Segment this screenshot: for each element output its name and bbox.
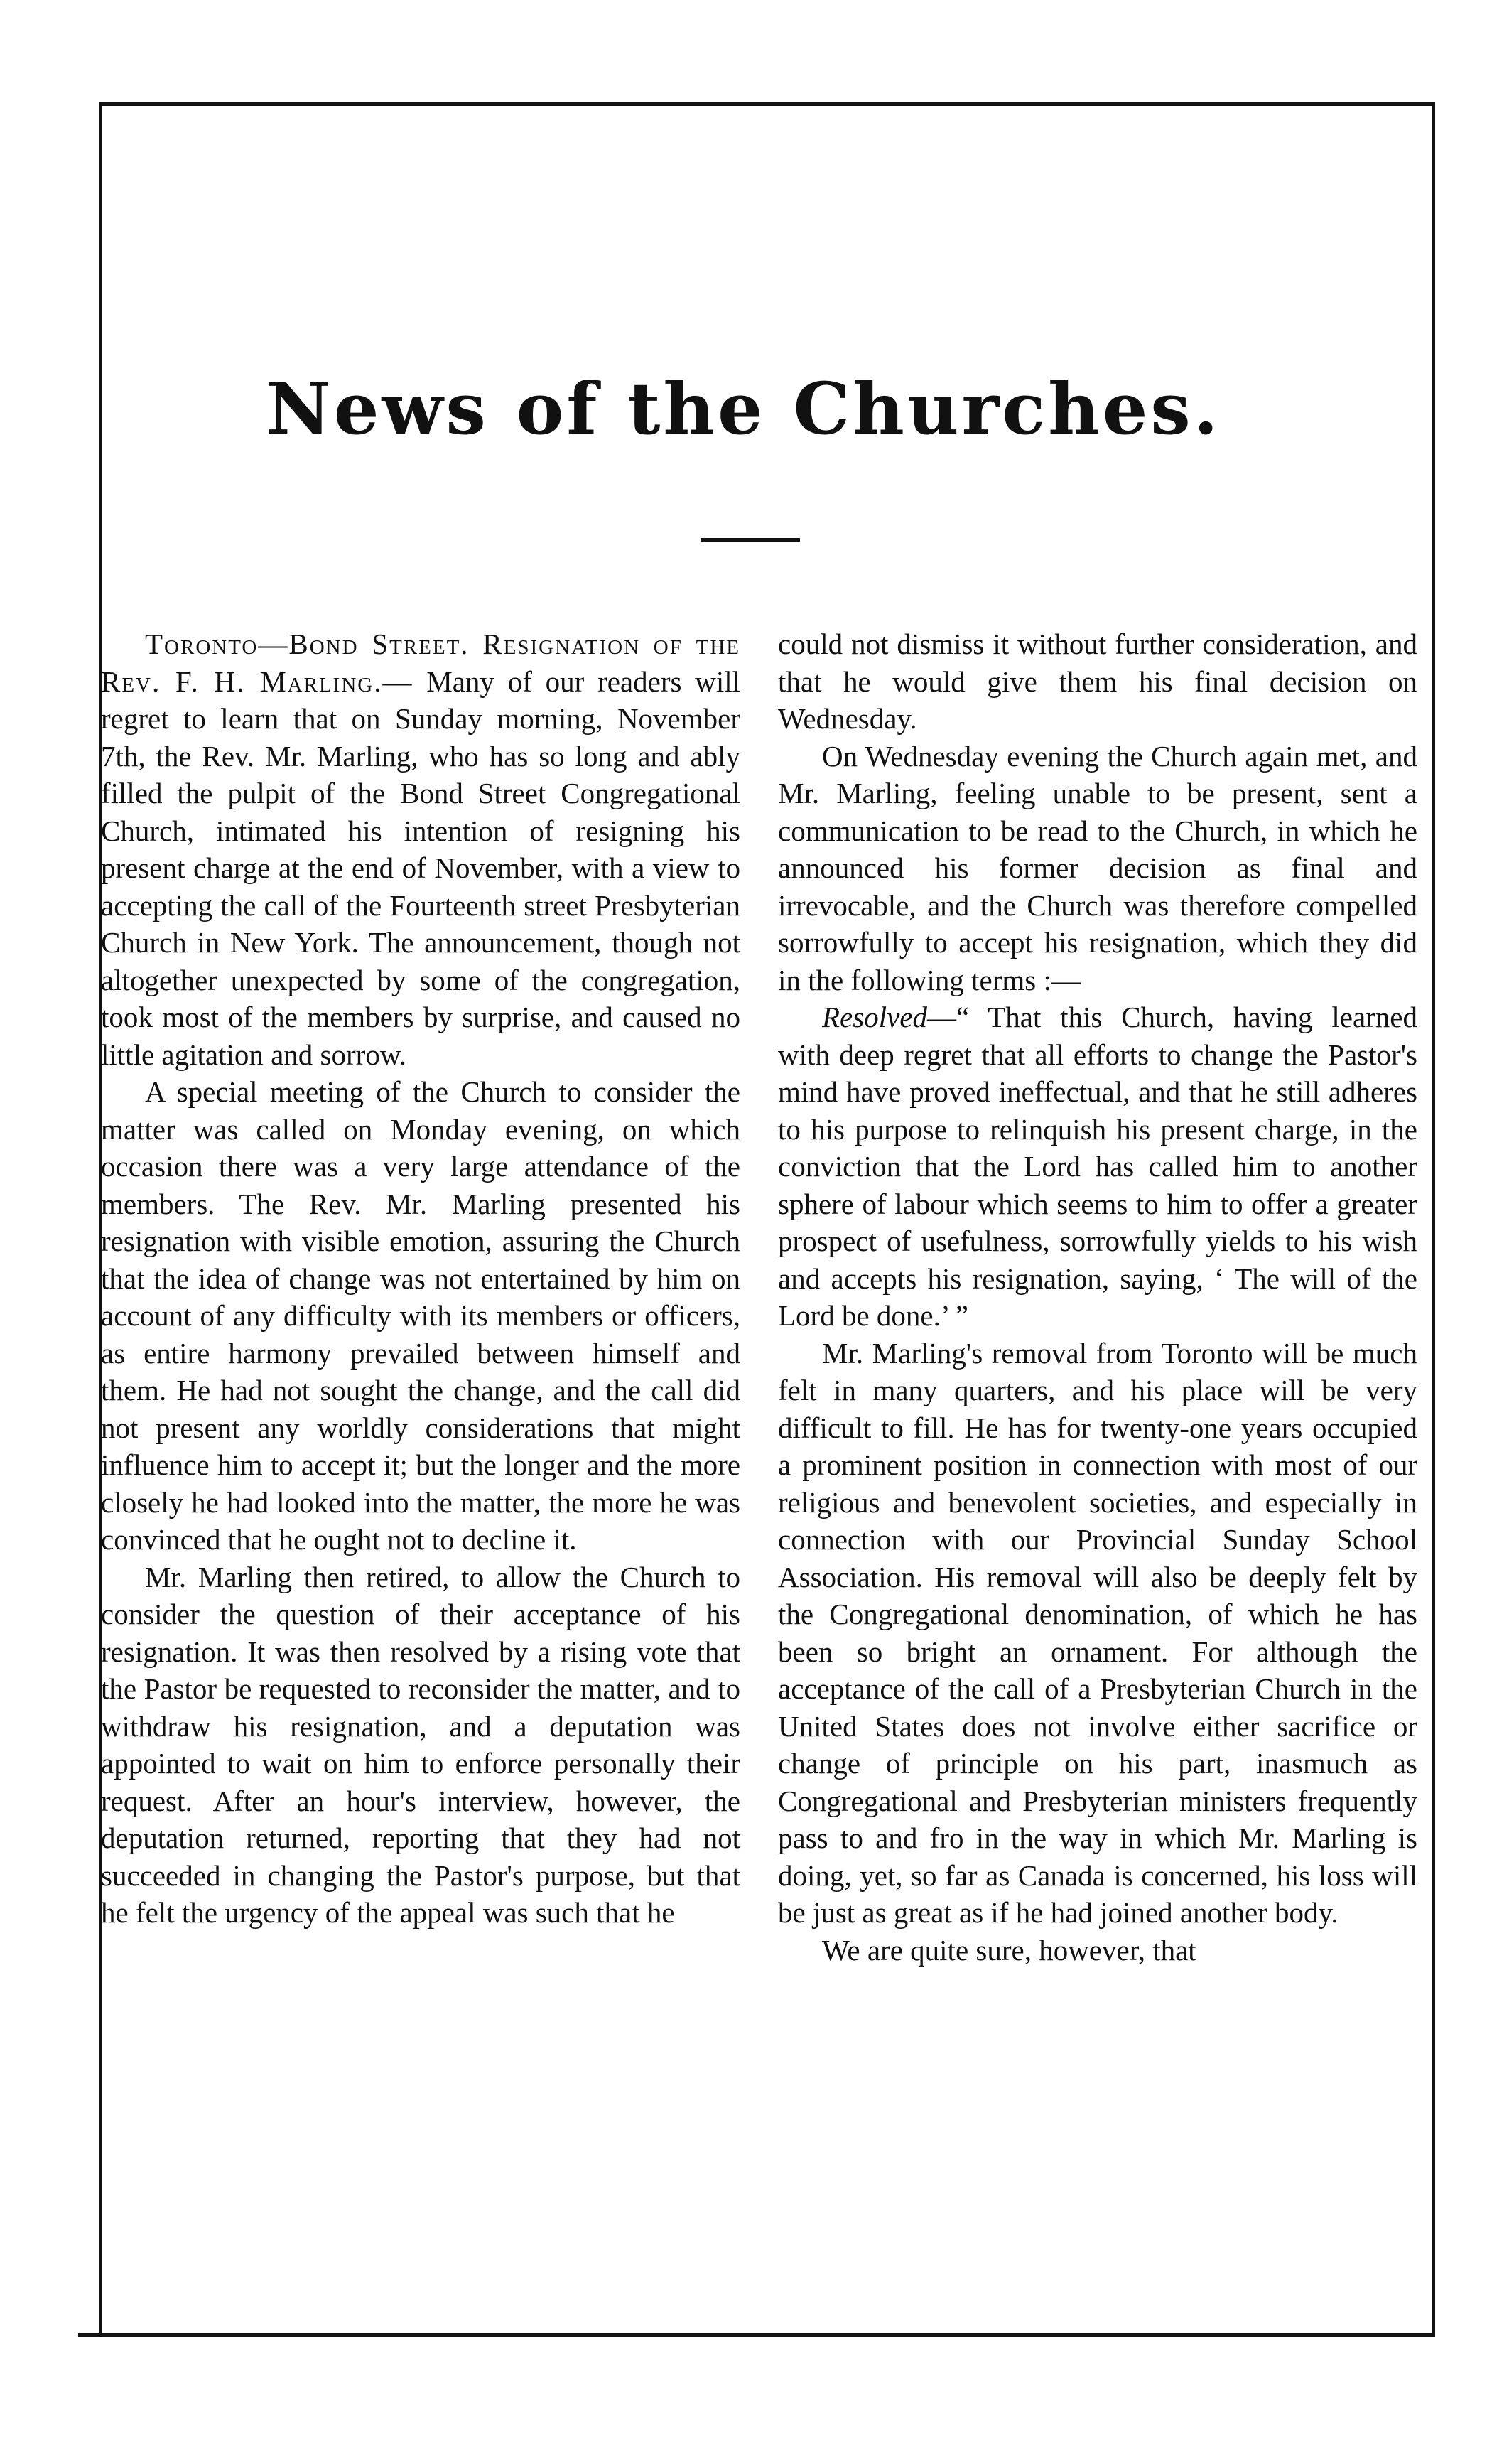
resolution-text: —“ That this Church, having learned with deep regret that all efforts to change the Pastor's mind have proved ineffectual, and that he still adheres to his purpose to relinquish his present charge, in the conviction that the Lord has called him to another sphere of labour which seems to him to offer a greater prospect of usefulness, sorrowfully yields to his wish and accepts his resignation, saying, ‘ The will of the Lord be done.’ ”	[778, 1001, 1417, 1332]
heading-divider	[701, 538, 800, 542]
frame-bottom-rule	[78, 2333, 1435, 2337]
lead-paragraph	[101, 625, 740, 1073]
paragraph-resolution	[778, 999, 1417, 1335]
paragraph-continued: could not dismiss it without further consideration, and that he would give them his final decision on Wednesday.	[778, 628, 1417, 735]
right-column	[778, 625, 1417, 1969]
paragraph-special-meeting: A special meeting of the Church to consider the matter was called on Monday evening, on which occasion there was a very large attendance of the members. The Rev. Mr. Marling presented his resignation with visible emotion, assuring the Church that the idea of change was not entertained by him on account of any difficulty with its members or officers, as entire harmony prevailed between himself and them. He had not sought the change, and the call did not present any worldly considerations that might influence him to accept it; but the longer and the more closely he had looked into the matter, the more he was convinced that he ought not to decline it.	[101, 1075, 740, 1556]
left-column	[101, 625, 740, 1932]
frame-top-rule	[99, 102, 1435, 106]
resolved-label: Resolved	[822, 1001, 927, 1033]
paragraph-closing: We are quite sure, however, that	[822, 1933, 1196, 1967]
paragraph-wednesday: On Wednesday evening the Church again met, and Mr. Marling, feeling unable to be present, sent a communication to be read to the Church, in which he announced his former decision as final and irrevocable, and the Church was therefore compelled sorrowfully to accept his resignation, which they did in the following terms :—	[778, 739, 1417, 996]
lead-text: Many of our readers will regret to learn that on Sunday morning, November 7th, the Rev. Mr. Marling, who has so long and ably filled the pulpit of the Bond Street Congregational Church, intimated his intention of resigning his present charge at the end of November, with a view to accepting the call of the Fourteenth street Presbyterian Church in New York. The announcement, though not altogether unexpected by some of the congregation, took most of the members by surprise, and caused no little agitation and sorrow.	[101, 665, 740, 1071]
paragraph-retired: Mr. Marling then retired, to allow the Church to consider the question of their acceptance of his resignation. It was then resolved by a rising vote that the Pastor be requested to reconsider the matter, and to withdraw his resignation, and a deputation was appointed to wait on him to enforce personally their request. After an hour's interview, however, the deputation returned, reporting that they had not succeeded in changing the Pastor's purpose, but that he felt the urgency of the appeal was such that he	[101, 1560, 740, 1929]
paragraph-removal: Mr. Marling's removal from Toronto will be much felt in many quarters, and his place will be very difficult to fill. He has for twenty-one years occupied a prominent position in connection with most of our religious and benevolent societies, and especially in connection with our Provincial Sunday School Association. His removal will also be deeply felt by the Congregational denomination, of which he has been so bright an ornament. For although the acceptance of the call of a Presbyterian Church in the United States does not involve either sacrifice or change of principle on his part, inasmuch as Congregational and Presbyterian ministers frequently pass to and fro in the way in which Mr. Marling is doing, yet, so far as Canada is concerned, his loss will be just as great as if he had joined another body.	[778, 1336, 1417, 1929]
lead-title: Toronto—Bond Street. Resignation of the Rev. F. H. Marling.—	[101, 628, 740, 698]
section-heading: News of the Churches.	[266, 367, 1221, 451]
